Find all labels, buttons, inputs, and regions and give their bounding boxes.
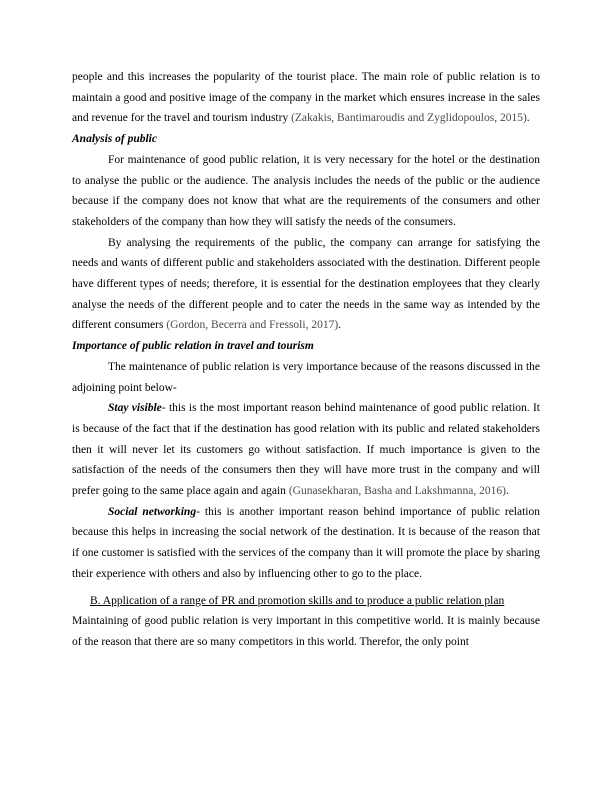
paragraph-text: By analysing the requirements of the public, the company can arrange for satisfying the needs and wants of different public and stakeholders associated with the destination. Different people have different types of needs; therefore, it is essential for the destination employees that they clearly analyse the needs of the different people and to cater the needs in the same way as intended by the different consumers [72, 236, 540, 332]
heading-analysis-of-public: Analysis of public [72, 133, 157, 146]
sentence-end: . [338, 319, 342, 332]
paragraph-text: - this is the most important reason behind maintenance of good public relation. It is because of the fact that if the destination has good relation with its public and related stakeholders then it will never let its customers go without satisfaction. If much importance is given to the satisfaction of the needs of the consumers then they will have more trust in the company and will prefer going to the same place again and again [72, 402, 541, 498]
section-b-title: B. Application of a range of PR and promotion skills and to produce a public relation plan [90, 594, 505, 607]
sentence-end: . [505, 485, 509, 498]
paragraph-section-b: Maintaining of good public relation is very important in this competitive world. It is mainly because of the reason that there are so many competitors in this world. Therefor, the only point [72, 615, 540, 648]
heading-importance: Importance of public relation in travel and tourism [72, 340, 314, 353]
citation: (Gordon, Becerra and Fressoli, 2017) [166, 319, 339, 332]
paragraph-text: people and this increases the popularity of the tourist place. The main role of public relation is to maintain a good and positive image of the company in the market which ensures increase in the sales and revenue for the travel and tourism industry [72, 71, 540, 125]
paragraph-analysis-1: For maintenance of good public relation, it is very necessary for the hotel or the destination to analyse the public or the audience. The analysis includes the needs of the public or the audience because if the company does not know that what are the requirements of the consumers and other stakeholders of the company than how they will satisfy the needs of the consumers. [72, 153, 540, 228]
paragraph-social-networking [72, 502, 540, 585]
document-page [72, 67, 540, 653]
citation: (Gunasekharan, Basha and Lakshmanna, 2016) [288, 485, 506, 498]
paragraph-text: - this is another important reason behind importance of public relation because this helps in increasing the social network of the destination. It is because of the reason that if one customer is satisfied with the services of the company than it will promote the place by sharing their experience with others and also by influencing other to go to the place. [72, 505, 540, 580]
sentence-end: . [526, 112, 530, 125]
point-lead: Social networking [108, 505, 197, 518]
paragraph-intro [72, 67, 540, 129]
paragraph-importance-intro: The maintenance of public relation is very importance because of the reasons discussed in the adjoining point below- [72, 360, 540, 394]
point-lead: Stay visible [108, 402, 162, 415]
citation: (Zakakis, Bantimaroudis and Zyglidopoulos, 2015) [291, 112, 527, 125]
paragraph-analysis-2 [72, 233, 540, 337]
paragraph-stay-visible [72, 398, 540, 502]
